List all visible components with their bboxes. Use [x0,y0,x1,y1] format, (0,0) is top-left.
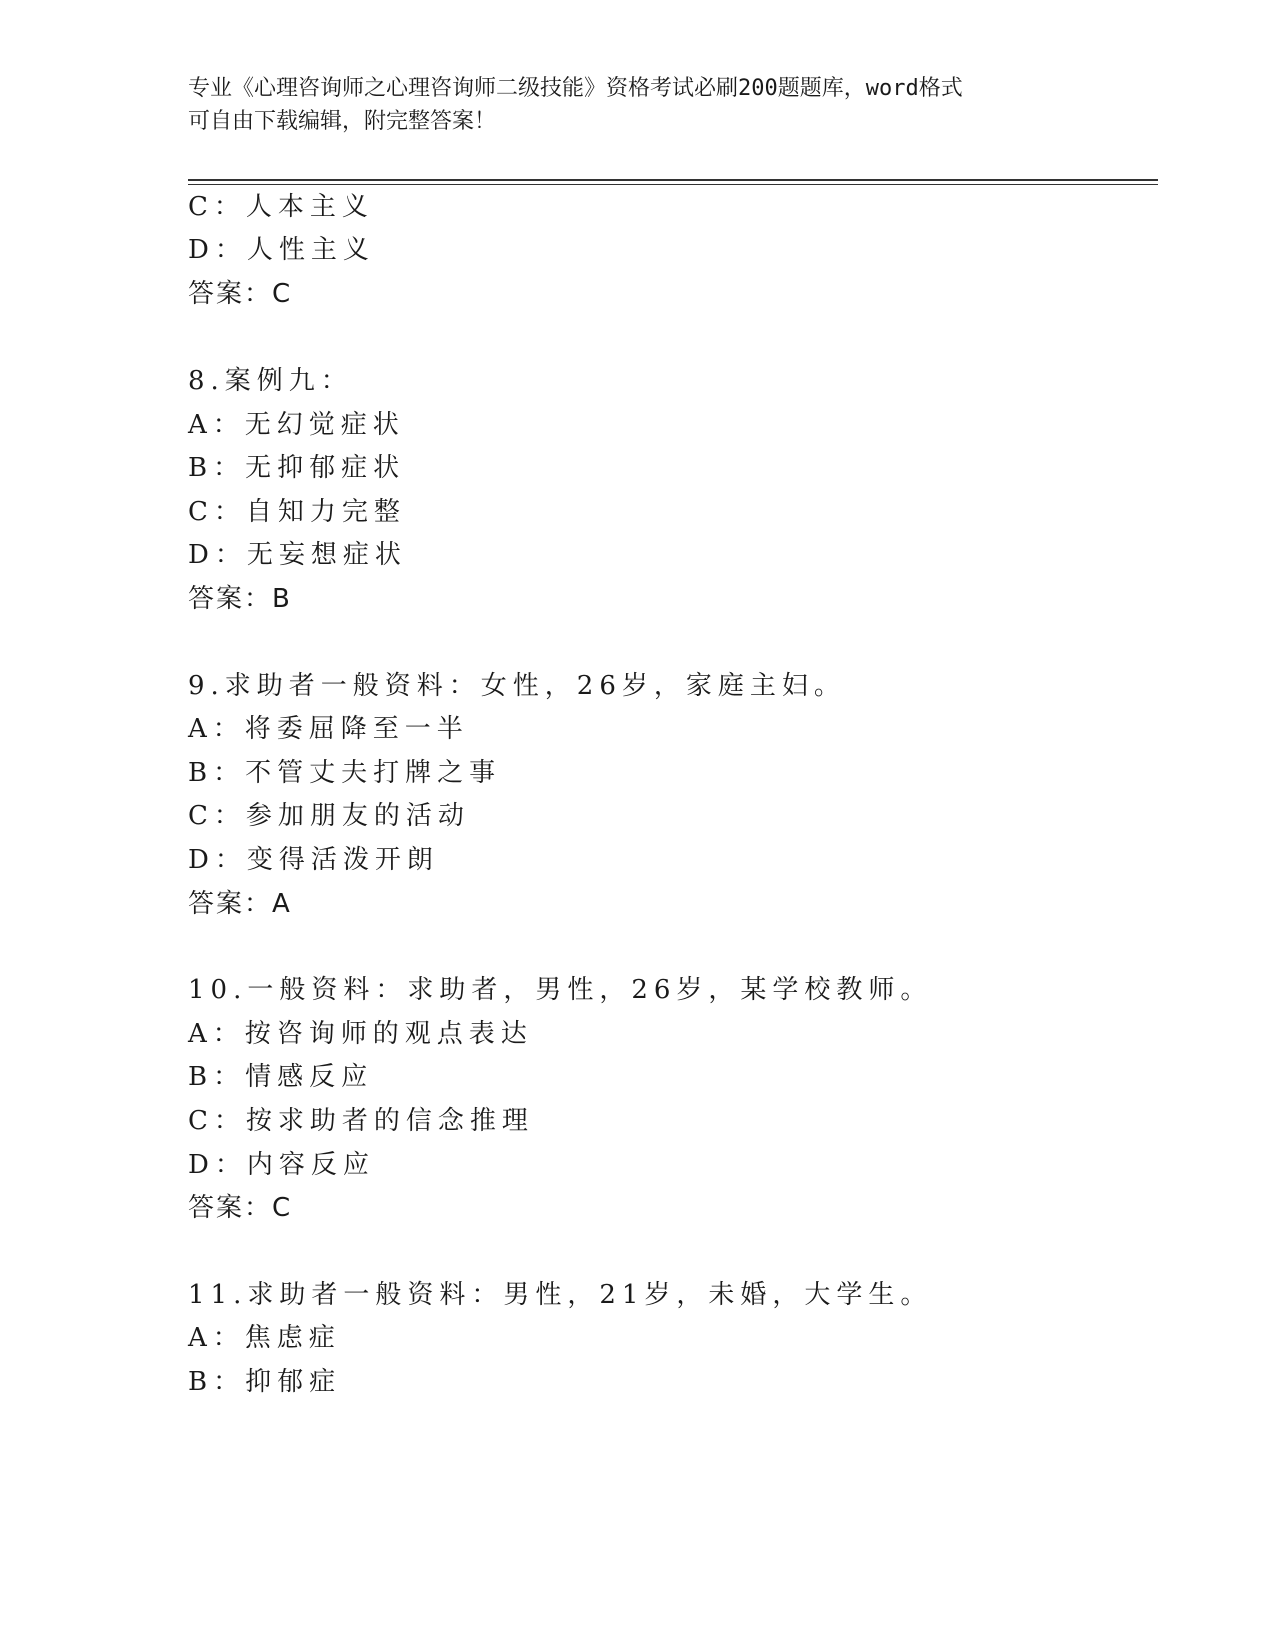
option-line: C：人本主义 [188,192,374,222]
option-line: D：无妄想症状 [188,540,407,570]
document-header: 专业《心理咨询师之心理咨询师二级技能》资格考试必刷200题题库，word格式 可自由下载编辑，附完整答案！ [188,76,963,134]
option-line: C：自知力完整 [188,497,406,527]
question-title: 10.一般资料：求助者，男性，26岁，某学校教师。 [188,975,933,1005]
option-line: B：无抑郁症状 [188,453,406,483]
question-title: 9.求助者一般资料：女性，26岁，家庭主妇。 [188,671,846,701]
answer-line: 答案：C [188,279,293,309]
option-line: A：按咨询师的观点表达 [188,1019,533,1049]
option-line: A：焦虑症 [188,1323,341,1353]
option-line: B：情感反应 [188,1062,374,1092]
option-line: B：不管丈夫打牌之事 [188,758,502,788]
option-line: B：抑郁症 [188,1367,342,1397]
answer-line: 答案：C [188,1193,293,1223]
option-line: D：变得活泼开朗 [188,845,439,875]
answer-line: 答案：A [188,889,292,919]
option-line: A：无幻觉症状 [188,410,405,440]
option-line: C：参加朋友的活动 [188,801,470,831]
header-rule-thick [188,179,1158,181]
question-title: 8.案例九： [188,366,353,396]
option-line: C：按求助者的信念推理 [188,1106,534,1136]
header-rule-thin [188,184,1158,185]
option-line: A：将委屈降至一半 [188,714,469,744]
answer-line: 答案：B [188,584,292,614]
question-title: 11.求助者一般资料：男性，21岁，未婚，大学生。 [188,1280,933,1310]
option-line: D：内容反应 [188,1150,375,1180]
option-line: D：人性主义 [188,235,375,265]
